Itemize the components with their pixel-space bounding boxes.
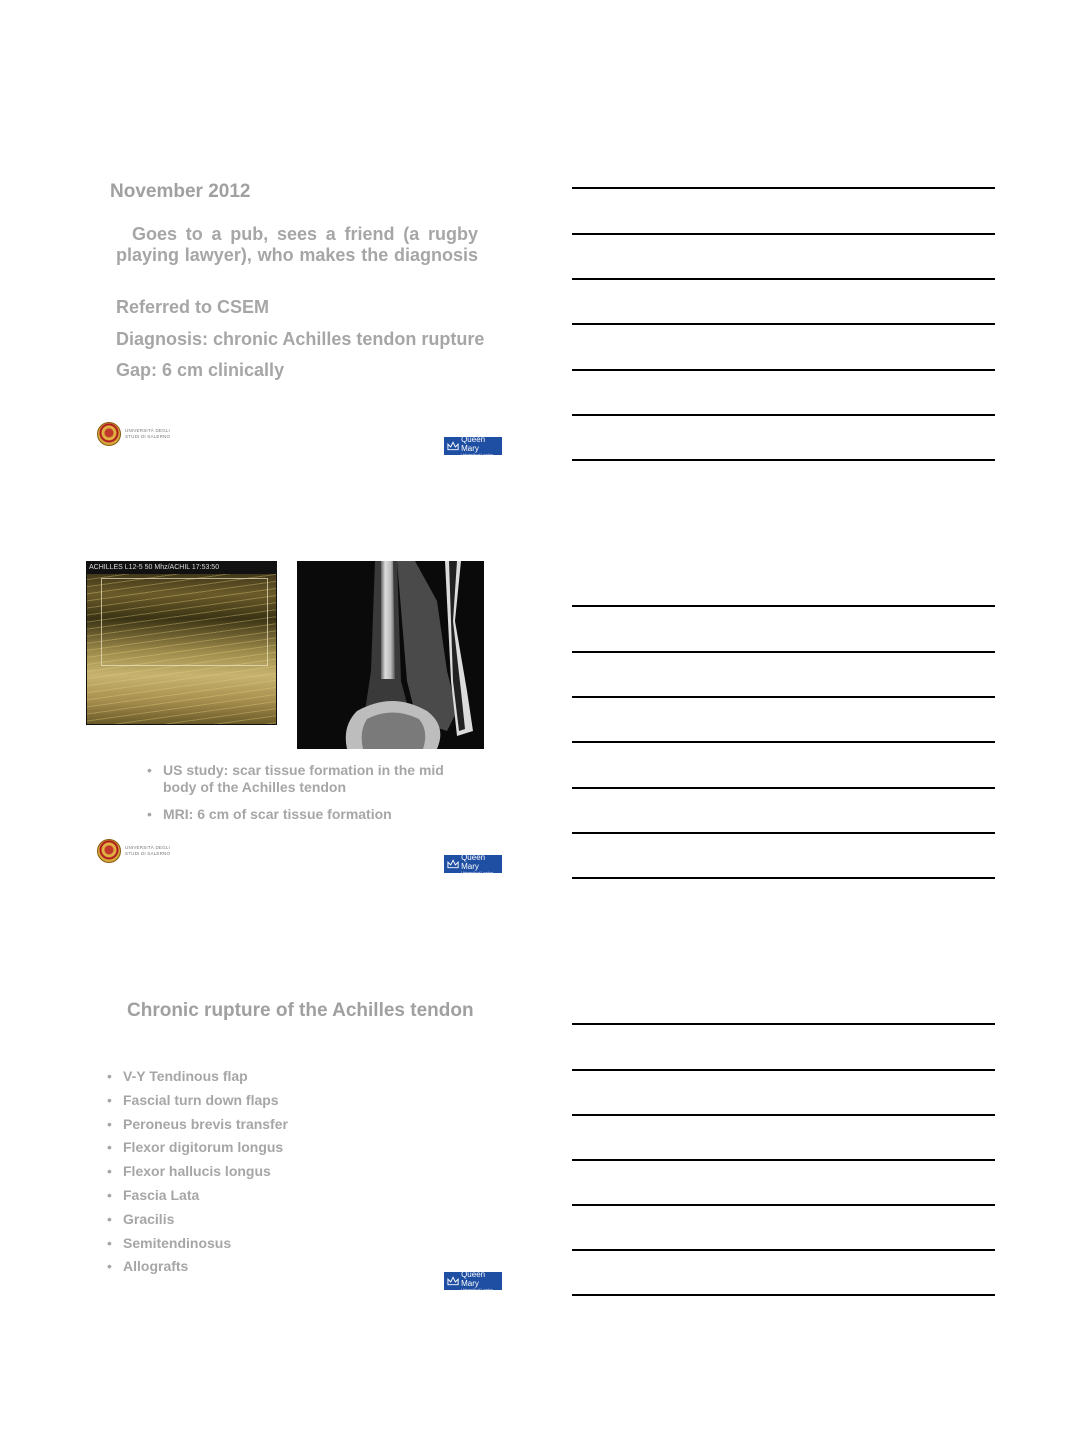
list-item: • MRI: 6 cm of scar tissue formation (147, 806, 392, 822)
list-item: • Allografts (107, 1258, 189, 1275)
note-line (572, 605, 995, 607)
bullet-icon: • (107, 1115, 112, 1132)
salerno-logo-line-1: UNIVERSITÀ DEGLI (125, 845, 170, 850)
salerno-logo-line-2: STUDI DI SALERNO (125, 851, 171, 856)
note-line (572, 1159, 995, 1161)
list-item: • V-Y Tendinous flap (107, 1068, 248, 1084)
bullet-icon: • (107, 1163, 112, 1180)
bullet-icon: • (107, 1091, 112, 1108)
note-line (572, 323, 995, 325)
salerno-logo (97, 422, 170, 446)
note-line (572, 459, 995, 461)
note-line (572, 1114, 995, 1116)
queen-mary-subtitle: University of London (461, 871, 493, 875)
list-item: • Semitendinosus (107, 1234, 232, 1251)
slide-2-bullet-list (147, 762, 465, 823)
list-item: • Gracilis (107, 1210, 175, 1227)
note-line (572, 877, 995, 879)
university-seal-icon (97, 422, 121, 446)
slide-1-title: November 2012 (110, 181, 251, 202)
bullet-icon: • (147, 762, 152, 778)
note-line (572, 1294, 995, 1296)
crown-icon (447, 440, 459, 452)
note-line (572, 1069, 995, 1071)
bullet-icon: • (107, 1139, 112, 1156)
slide-1-paragraph-2: Referred to CSEM (116, 297, 270, 317)
queen-mary-subtitle: University of London (461, 453, 493, 457)
bullet-icon: • (107, 1186, 112, 1203)
note-line (572, 1204, 995, 1206)
slide-1-paragraph-3: Diagnosis: chronic Achilles tendon rupture (116, 329, 485, 349)
bullet-icon: • (107, 1210, 112, 1227)
bullet-icon: • (147, 806, 152, 822)
list-item: • Fascia Lata (107, 1186, 200, 1203)
queen-mary-name: Queen Mary (461, 1270, 486, 1288)
slide-1-paragraph-1: Goes to a pub, sees a friend (a rugby playing lawyer), who makes the diagnosis (116, 224, 478, 265)
queen-mary-subtitle: University of London (461, 1288, 493, 1292)
crown-icon (447, 1275, 459, 1287)
list-item: • Flexor hallucis longus (107, 1163, 271, 1180)
mri-scan-graphic (297, 561, 484, 749)
slide-3-title: Chronic rupture of the Achilles tendon (127, 1000, 474, 1021)
ultrasound-image (86, 561, 277, 725)
note-line (572, 1249, 995, 1251)
queen-mary-logo (444, 437, 502, 455)
list-item: • Peroneus brevis transfer (107, 1115, 288, 1132)
note-line (572, 651, 995, 653)
note-line (572, 233, 995, 235)
list-item: • Flexor digitorum longus (107, 1139, 284, 1156)
queen-mary-name: Queen Mary (461, 853, 486, 871)
bullet-icon: • (107, 1234, 112, 1251)
ultrasound-roi-box (101, 578, 268, 666)
bullet-icon: • (107, 1258, 112, 1275)
university-seal-icon (97, 839, 121, 863)
queen-mary-logo (444, 1272, 502, 1290)
ultrasound-header: ACHILLES L12-5 50 Mhz/ACHIL 17:53:50 (87, 562, 277, 574)
note-line (572, 787, 995, 789)
list-item: • Fascial turn down flaps (107, 1091, 279, 1108)
note-line (572, 696, 995, 698)
slide-3-bullet-list (107, 1068, 407, 1275)
salerno-logo-line-1: UNIVERSITÀ DEGLI (125, 428, 170, 433)
note-line (572, 741, 995, 743)
note-line (572, 832, 995, 834)
note-line (572, 278, 995, 280)
note-line (572, 187, 995, 189)
salerno-logo-line-2: STUDI DI SALERNO (125, 434, 171, 439)
note-line (572, 1023, 995, 1025)
mri-image (297, 561, 484, 749)
queen-mary-name: Queen Mary (461, 435, 486, 453)
bullet-icon: • (107, 1068, 112, 1084)
note-line (572, 414, 995, 416)
note-line (572, 369, 995, 371)
queen-mary-logo (444, 855, 502, 873)
salerno-logo (97, 839, 170, 863)
crown-icon (447, 858, 459, 870)
list-item: • US study: scar tissue formation in the mid body of the Achilles tendon (147, 762, 444, 795)
slide-1-paragraph-4: Gap: 6 cm clinically (116, 360, 285, 380)
